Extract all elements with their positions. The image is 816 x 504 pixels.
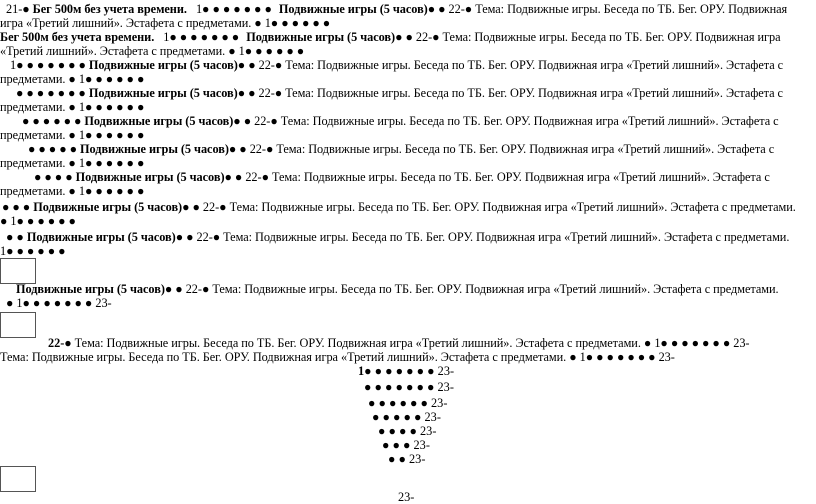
- stair-line-7: ● ● 23-: [388, 452, 426, 466]
- empty-cell-box-1: [0, 258, 36, 284]
- line-12: предметами. ● 1● ● ● ● ● ●: [0, 156, 145, 170]
- line-2: игра «Третий лишний». Эстафета с предметами. ● 1● ● ● ● ● ●: [0, 16, 331, 30]
- stair-line-2: ● ● ● ● ● ● ● 23-: [364, 380, 454, 394]
- line-7: ● ● ● ● ● ● ● Подвижные игры (5 часов)● ● 22-● Тема: Подвижные игры. Беседа по ТБ. Бег. ОРУ. Подвижная игра «Третий лишний». Эстафета с: [16, 86, 783, 100]
- empty-cell-box-2: [0, 312, 36, 338]
- stair-line-6: ● ● ● 23-: [382, 438, 430, 452]
- line-3: Бег 500м без учета времени. 1● ● ● ● ● ● ● Подвижные игры (5 часов)● ● 22-● Тема: Подвижные игры. Беседа по ТБ. Бег. ОРУ. Подвижная игра: [0, 30, 781, 44]
- line-9: ● ● ● ● ● ● Подвижные игры (5 часов)● ● 22-● Тема: Подвижные игры. Беседа по ТБ. Бег. ОРУ. Подвижная игра «Третий лишний». Эстафета с: [22, 114, 779, 128]
- stair-line-5: ● ● ● ● 23-: [378, 424, 437, 438]
- line-21: 22-● Тема: Подвижные игры. Беседа по ТБ. Бег. ОРУ. Подвижная игра «Третий лишний». Эстафета с предметами. ● 1● ● ● ● ● ● ● 23-: [48, 336, 750, 350]
- line-16: ● 1● ● ● ● ● ●: [0, 214, 76, 228]
- stair-line-8: 23-: [398, 490, 415, 504]
- empty-cell-box-3: [0, 466, 36, 492]
- line-17: ● ● Подвижные игры (5 часов)● ● 22-● Тема: Подвижные игры. Беседа по ТБ. Бег. ОРУ. Подвижная игра «Третий лишний». Эстафета с предметами.: [6, 230, 790, 244]
- line-5: 1● ● ● ● ● ● ● Подвижные игры (5 часов)● ● 22-● Тема: Подвижные игры. Беседа по ТБ. Бег. ОРУ. Подвижная игра «Третий лишний». Эстафета с: [10, 58, 784, 72]
- stair-line-1: 1● ● ● ● ● ● ● 23-: [358, 364, 455, 378]
- line-4: «Третий лишний». Эстафета с предметами. ● 1● ● ● ● ● ●: [0, 44, 305, 58]
- line-13: ● ● ● ● Подвижные игры (5 часов)● ● 22-● Тема: Подвижные игры. Беседа по ТБ. Бег. ОРУ. Подвижная игра «Третий лишний». Эстафета с: [34, 170, 770, 184]
- line-1: 21-● Бег 500м без учета времени. 1● ● ● ● ● ● ● Подвижные игры (5 часов)● ● 22-● Тема: Подвижные игры. Беседа по ТБ. Бег. ОРУ. Подвижная: [6, 2, 788, 16]
- line-10: предметами. ● 1● ● ● ● ● ●: [0, 128, 145, 142]
- line-18: 1● ● ● ● ● ●: [0, 244, 66, 258]
- line-15: ● ● ● Подвижные игры (5 часов)● ● 22-● Тема: Подвижные игры. Беседа по ТБ. Бег. ОРУ. Подвижная игра «Третий лишний». Эстафета с предметами.: [2, 200, 796, 214]
- line-14: предметами. ● 1● ● ● ● ● ●: [0, 184, 145, 198]
- line-19: Подвижные игры (5 часов)● ● 22-● Тема: Подвижные игры. Беседа по ТБ. Бег. ОРУ. Подвижная игра «Третий лишний». Эстафета с предметами.: [16, 282, 779, 296]
- line-11: ● ● ● ● ● Подвижные игры (5 часов)● ● 22-● Тема: Подвижные игры. Беседа по ТБ. Бег. ОРУ. Подвижная игра «Третий лишний». Эстафета с: [28, 142, 775, 156]
- line-22: Тема: Подвижные игры. Беседа по ТБ. Бег. ОРУ. Подвижная игра «Третий лишний». Эстафета с предметами. ● 1● ● ● ● ● ● ● 23-: [0, 350, 675, 364]
- line-20: ● 1● ● ● ● ● ● ● 23-: [6, 296, 112, 310]
- stair-line-4: ● ● ● ● ● 23-: [372, 410, 441, 424]
- line-6: предметами. ● 1● ● ● ● ● ●: [0, 72, 145, 86]
- stair-line-3: ● ● ● ● ● ● 23-: [368, 396, 448, 410]
- line-8: предметами. ● 1● ● ● ● ● ●: [0, 100, 145, 114]
